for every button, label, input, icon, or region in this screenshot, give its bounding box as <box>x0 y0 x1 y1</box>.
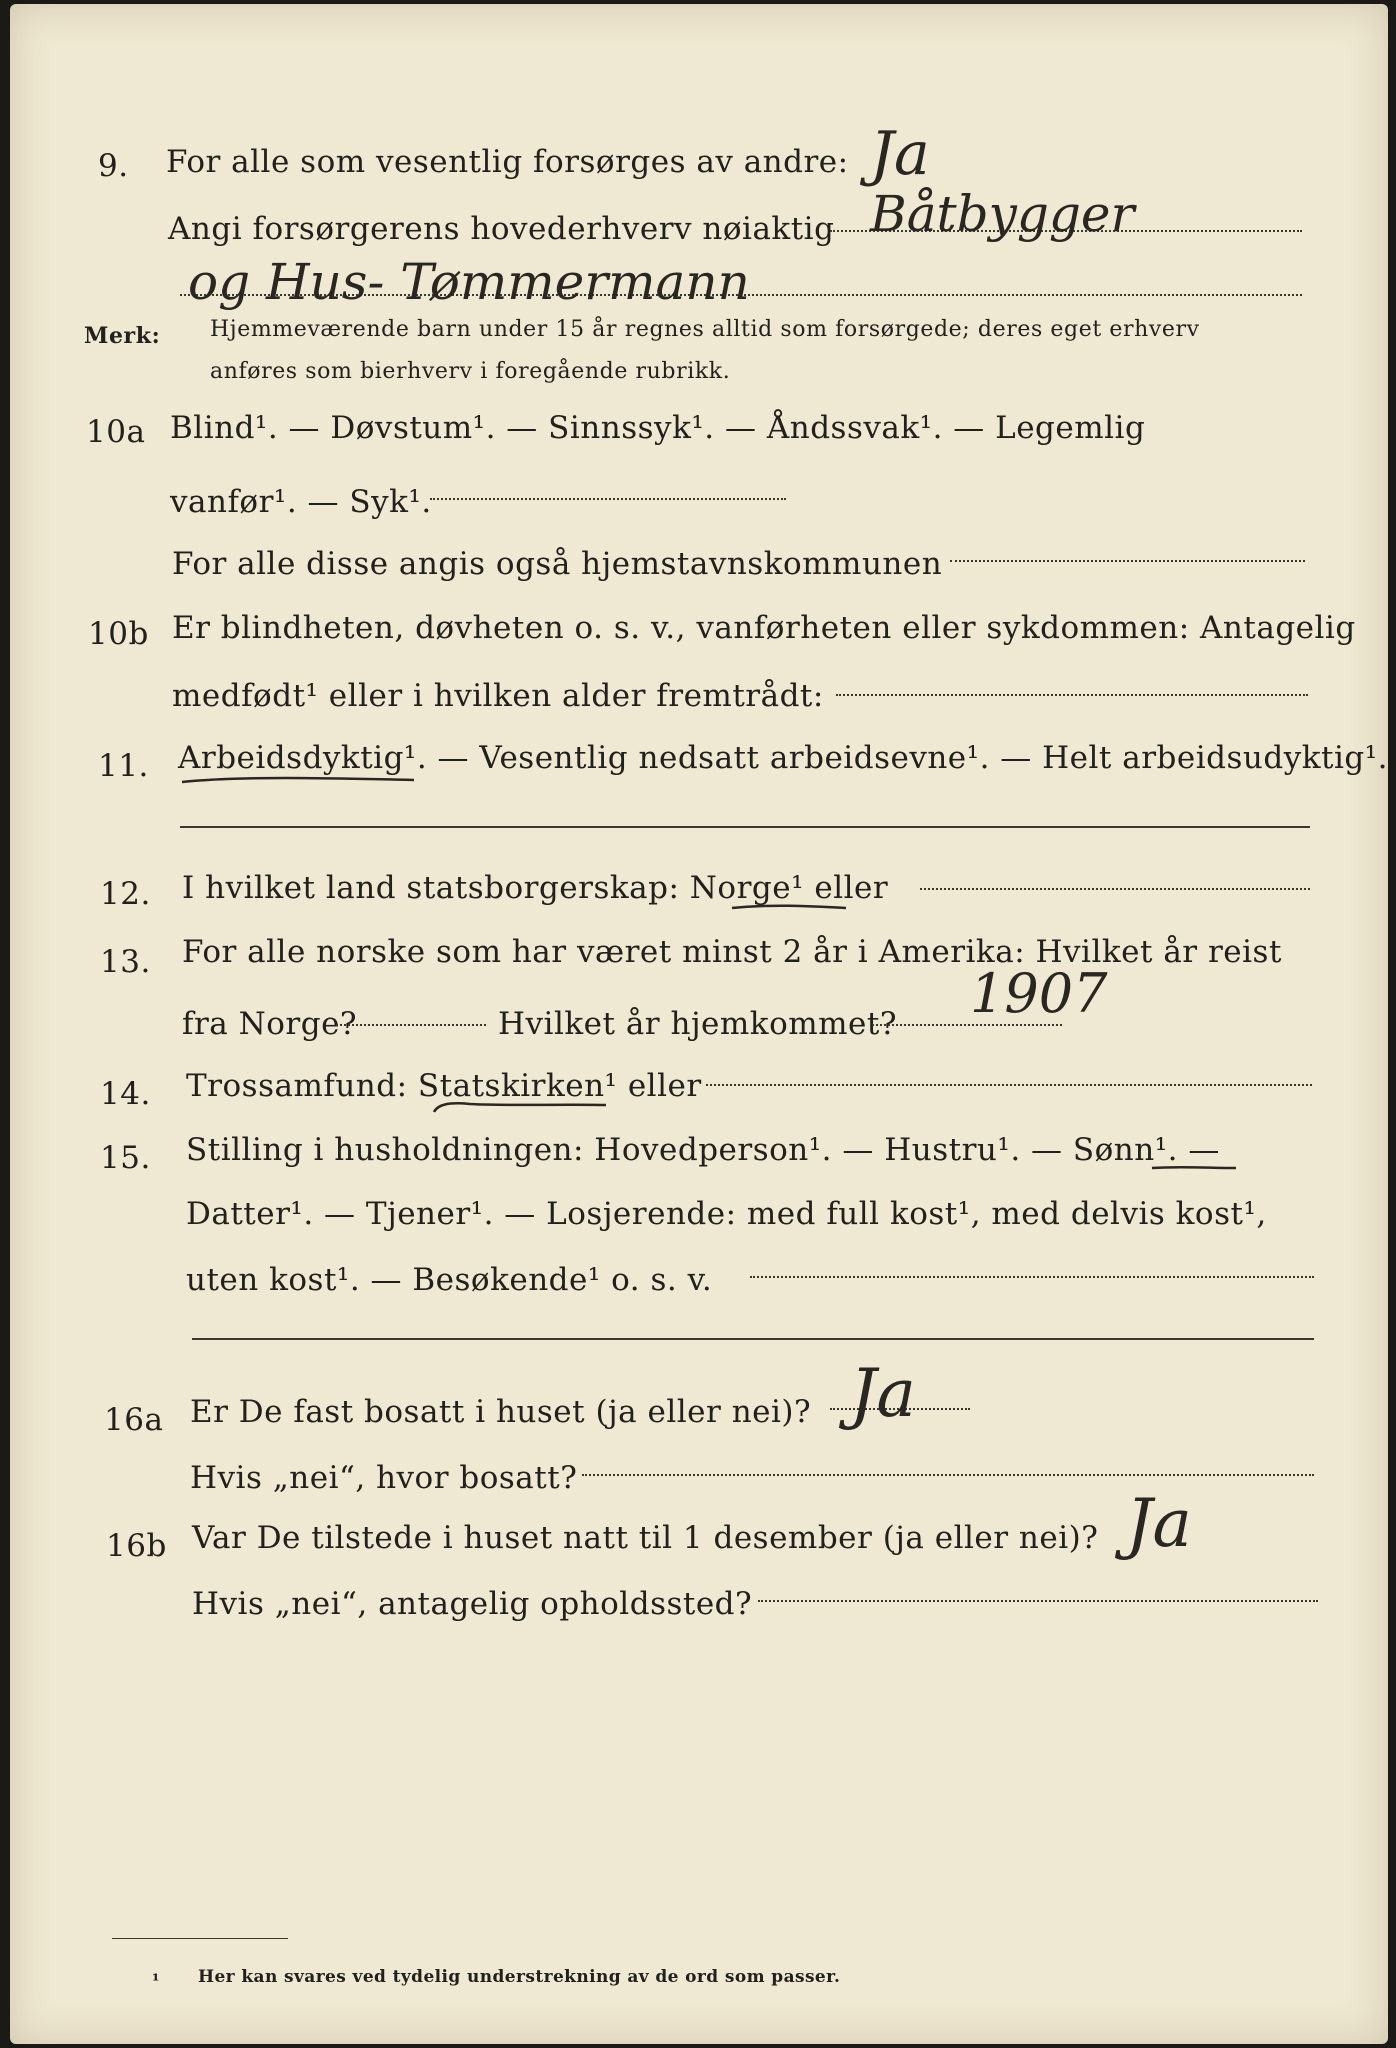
q15-rule <box>192 1338 1314 1340</box>
merk-line1: Hjemmeværende barn under 15 år regnes alltid som forsørgede; deres eget erhverv <box>210 317 1200 342</box>
q16b-dotted-line <box>758 1600 1318 1602</box>
q16b-line1: Var De tilstede i huset natt til 1 desember (ja eller nei)? <box>192 1520 1099 1556</box>
q13-line2a: fra Norge? <box>182 1006 358 1042</box>
q15-number: 15. <box>100 1140 151 1176</box>
footnote-mark: ¹ <box>152 1971 160 1991</box>
q9-text2: Angi forsørgerens hovederhverv nøiaktig <box>168 211 835 247</box>
q9-answer-ja: Ja <box>870 119 930 189</box>
q16b-number: 16b <box>106 1528 167 1564</box>
q11-underline-mark <box>178 770 418 790</box>
q9-number: 9. <box>98 148 129 184</box>
q14-underline-mark <box>430 1098 610 1116</box>
q15-line2: Datter¹. — Tjener¹. — Losjerende: med full kost¹, med delvis kost¹, <box>186 1196 1267 1232</box>
q16a-dotted-line-2 <box>582 1474 1314 1476</box>
footnote-rule <box>112 1938 288 1939</box>
q10a-number: 10a <box>86 414 146 450</box>
q10a-line3: For alle disse angis også hjemstavnskommunen <box>172 546 943 582</box>
q15-dotted-line <box>750 1276 1314 1278</box>
q10a-dotted-line-1 <box>430 498 786 500</box>
merk-line2: anføres som bierhverv i foregående rubrikk. <box>210 359 731 384</box>
census-form-page <box>10 4 1388 2044</box>
q13-line1: For alle norske som har været minst 2 år i Amerika: Hvilket år reist <box>182 934 1282 970</box>
q11-number: 11. <box>98 748 149 784</box>
q15-line1: Stilling i husholdningen: Hovedperson¹. — Hustru¹. — Sønn¹. — <box>186 1132 1220 1168</box>
q12-dotted-line <box>920 888 1310 890</box>
q11-rule <box>180 826 1310 828</box>
q16a-number: 16a <box>104 1402 164 1438</box>
q10a-dotted-line-2 <box>950 560 1305 562</box>
q16a-line2: Hvis „nei“, hvor bosatt? <box>190 1460 578 1496</box>
q15-line3: uten kost¹. — Besøkende¹ o. s. v. <box>186 1262 713 1298</box>
q13-answer-year: 1907 <box>970 962 1108 1025</box>
q11-text: Arbeidsdyktig¹. — Vesentlig nedsatt arbeidsevne¹. — Helt arbeidsudyktig¹. <box>178 740 1389 776</box>
q10b-line2: medfødt¹ eller i hvilken alder fremtrådt: <box>172 678 824 714</box>
q16a-answer: Ja <box>850 1355 916 1432</box>
q15-underline-mark <box>1150 1162 1240 1176</box>
merk-label: Merk: <box>84 323 161 349</box>
q10a-line1: Blind¹. — Døvstum¹. — Sinnssyk¹. — Åndssvak¹. — Legemlig <box>170 410 1146 446</box>
q12-text: I hvilket land statsborgerskap: Norge¹ eller <box>182 870 889 906</box>
q13-dotted-line-1 <box>336 1024 486 1026</box>
footnote-text: Her kan svares ved tydelig understrekning av de ord som passer. <box>198 1967 841 1987</box>
q14-number: 14. <box>100 1076 151 1112</box>
q13-line2b: Hvilket år hjemkommet? <box>498 1006 897 1042</box>
q14-text: Trossamfund: Statskirken¹ eller <box>186 1068 702 1104</box>
q10a-line2: vanfør¹. — Syk¹. <box>170 484 432 520</box>
q12-underline-mark <box>730 900 850 914</box>
q12-number: 12. <box>100 876 151 912</box>
q13-number: 13. <box>100 944 151 980</box>
q16a-line1: Er De fast bosatt i huset (ja eller nei)? <box>190 1394 812 1430</box>
q14-dotted-line <box>706 1084 1312 1086</box>
q9-text1: For alle som vesentlig forsørges av andre: <box>166 144 849 180</box>
q16b-answer: Ja <box>1126 1485 1192 1562</box>
q10b-dotted-line <box>836 694 1308 696</box>
q16b-line2: Hvis „nei“, antagelig opholdssted? <box>192 1586 753 1622</box>
q10b-number: 10b <box>88 616 149 652</box>
q9-answer-occupation: Båtbygger <box>870 185 1135 243</box>
q10b-line1: Er blindheten, døvheten o. s. v., vanførheten eller sykdommen: Antagelig <box>172 610 1356 646</box>
q9-answer-occupation-2: og Hus- Tømmermann <box>188 253 750 311</box>
